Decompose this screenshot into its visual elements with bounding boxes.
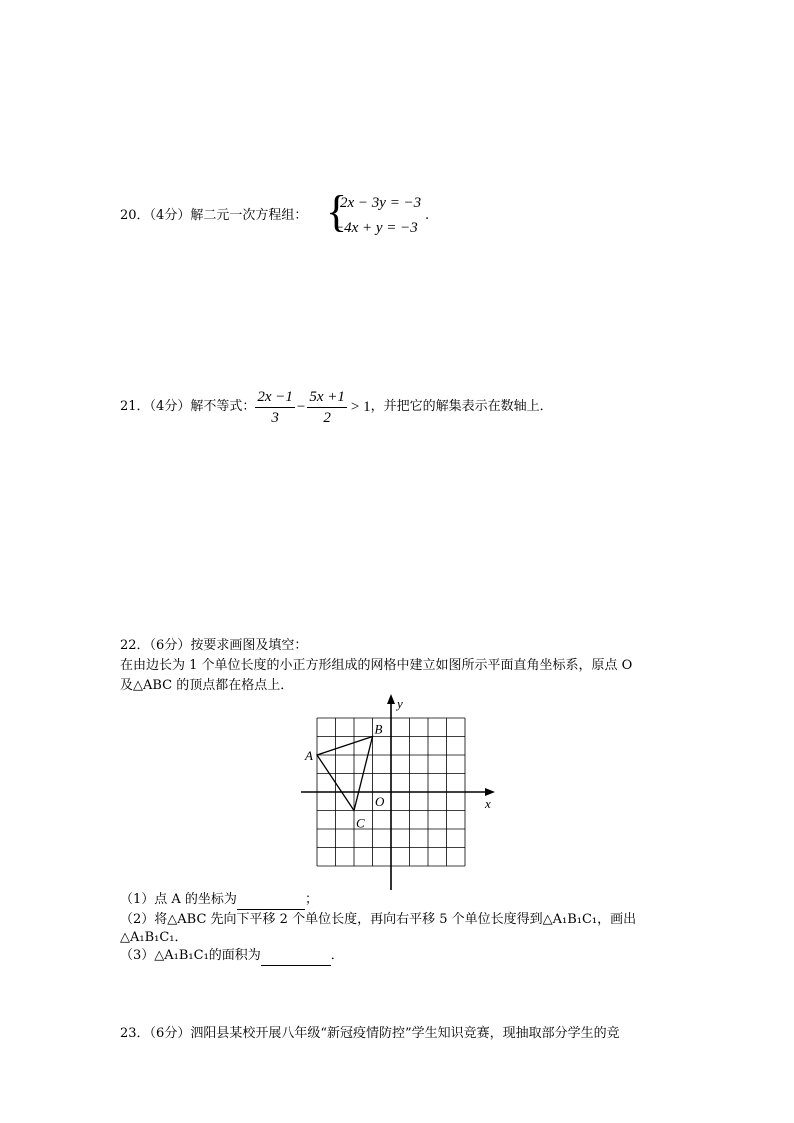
question-21 — [120, 385, 553, 429]
q22-line-1: 在由边长为 1 个单位长度的小正方形组成的网格中建立如图所示平面直角坐标系，原点 O — [120, 658, 633, 673]
q21-frac2-numerator: 5x +1 — [307, 387, 347, 408]
q21-relation: > 1 — [350, 399, 371, 415]
q21-frac2-denominator: 2 — [323, 409, 331, 426]
q22-line-2: 及△ABC 的顶点都在格点上． — [120, 678, 294, 693]
q22-sub3-answer-blank[interactable] — [261, 950, 331, 966]
label-point-a: A — [305, 748, 313, 763]
label-y-axis: y — [397, 696, 403, 711]
q22-sub-2-line-1: （2）将△ABC 先向下平移 2 个单位长度，再向右平移 5 个单位长度得到△A₁B₁C₁，画出 — [120, 912, 637, 927]
label-x-axis: x — [485, 796, 491, 811]
y-axis-arrow — [387, 694, 395, 704]
label-point-b: B — [374, 721, 383, 737]
q20-prefix: 20．（4分）解二元一次方程组： — [120, 208, 308, 223]
q20-period: . — [425, 208, 430, 223]
q21-fraction-2 — [307, 387, 347, 428]
q22-sub3-text: （3）△A₁B₁C₁的面积为 — [120, 948, 261, 963]
q20-equation-2: −4x + y = −3 — [334, 220, 418, 236]
coordinate-grid-figure — [290, 690, 510, 890]
q21-frac1-denominator: 3 — [271, 409, 279, 426]
q21-suffix: ，并把它的解集表示在数轴上． — [370, 399, 553, 414]
label-point-c: C — [356, 815, 365, 831]
q21-prefix: 21．（4分）解不等式： — [120, 399, 256, 414]
q22-sub1-text: （1）点 A 的坐标为 — [120, 892, 237, 907]
q21-fraction-1 — [255, 387, 295, 428]
q22-sub-3 — [120, 946, 344, 966]
question-23: 23．（6分）泗阳县某校开展八年级“新冠疫情防控”学生知识竞赛，现抽取部分学生的竞 — [120, 1026, 620, 1041]
q21-frac1-numerator: 2x −1 — [255, 387, 295, 408]
q22-title: 22．（6分）按要求画图及填空： — [120, 638, 308, 653]
q20-equation-1: 2x − 3y = −3 — [340, 195, 422, 211]
q20-brace: { — [326, 187, 348, 236]
question-20 — [120, 206, 307, 226]
q22-sub1-end: ； — [304, 892, 318, 907]
q22-sub-2-line-2: △A₁B₁C₁． — [120, 930, 188, 945]
q22-sub1-answer-blank[interactable] — [237, 894, 305, 910]
q21-minus: − — [296, 399, 306, 415]
label-origin: O — [375, 794, 385, 809]
q22-sub3-end: ． — [330, 948, 344, 963]
q22-sub-1 — [120, 890, 318, 910]
x-axis-arrow — [485, 788, 495, 796]
axes — [301, 694, 495, 890]
